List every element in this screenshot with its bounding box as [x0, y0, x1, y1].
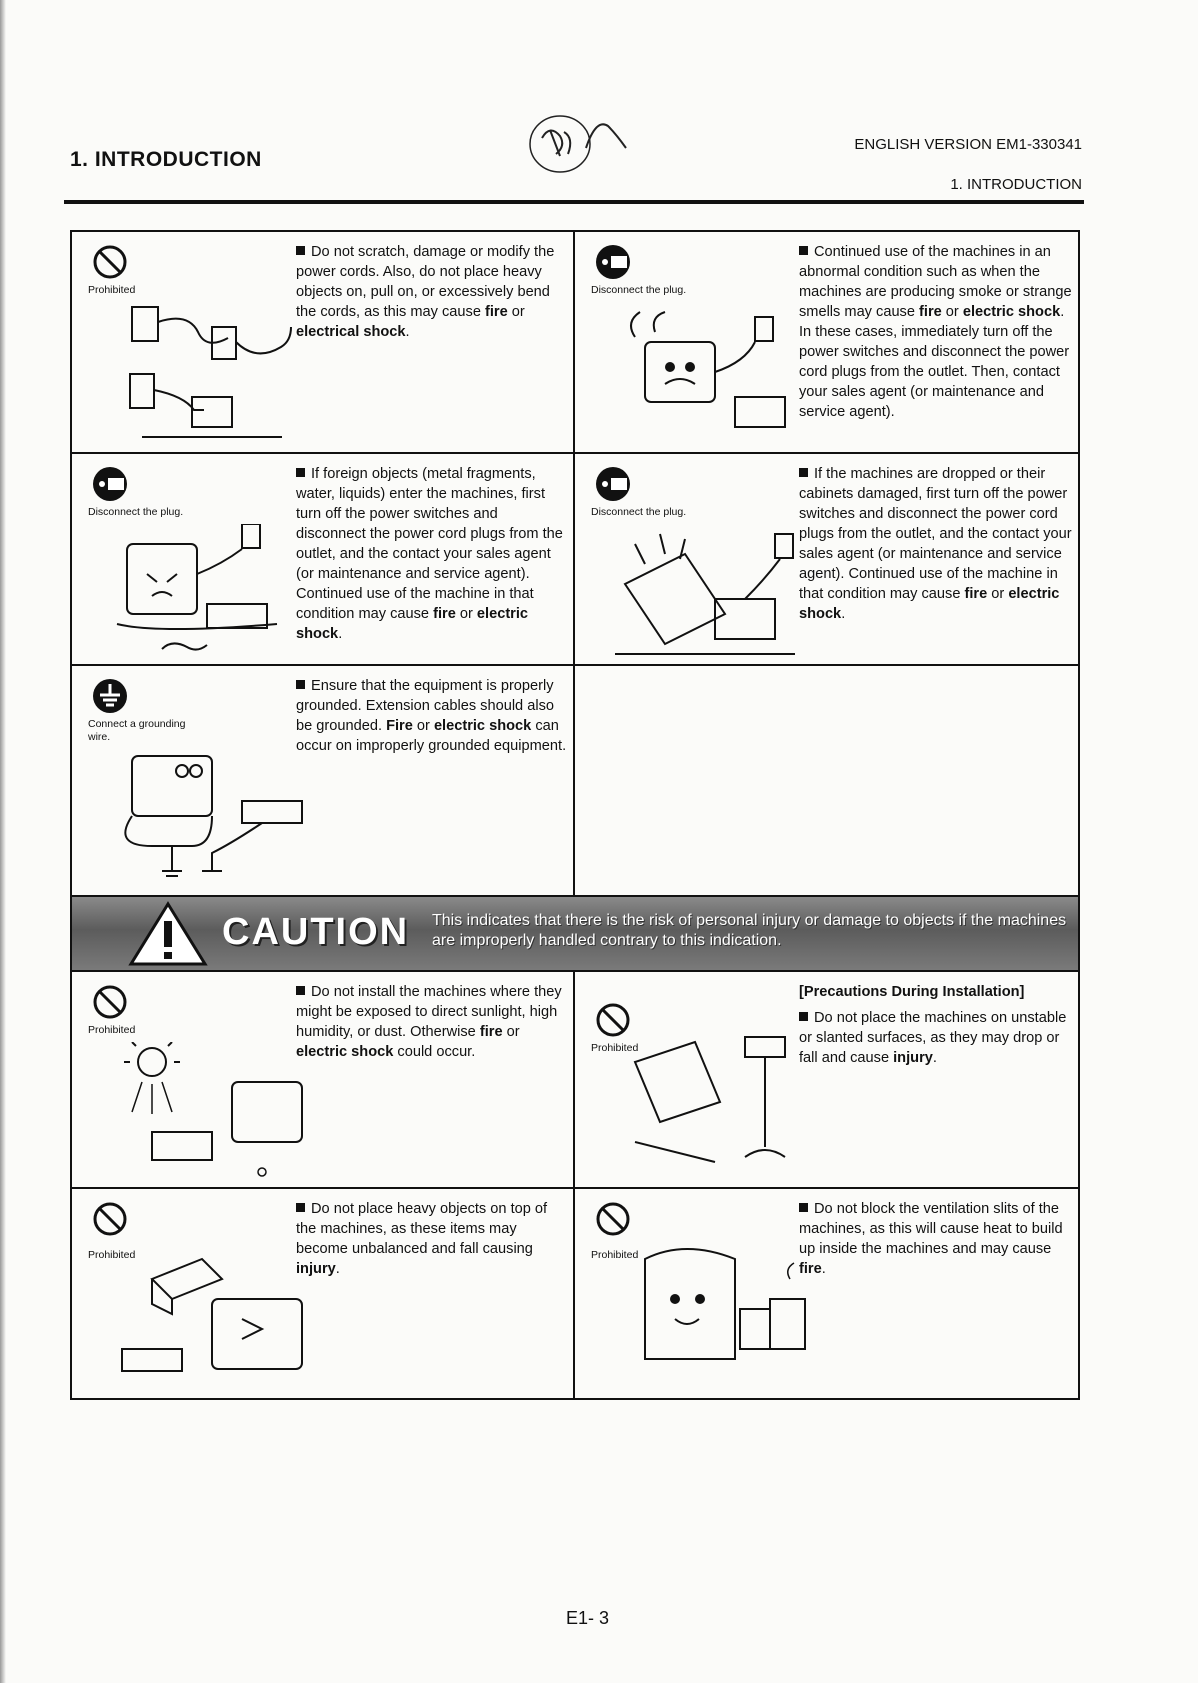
- symbol-label: Disconnect the plug.: [591, 284, 687, 296]
- warning-cell: [72, 232, 575, 452]
- caution-description: This indicates that there is the risk of personal injury or damage to objects if the machines are improperly handled contrary to this indication.: [432, 912, 1067, 949]
- precautions-heading: [Precautions During Installation]: [799, 984, 1025, 1000]
- warning-cell: [575, 232, 1078, 452]
- sunlight-dust-illustration-icon: [112, 1042, 312, 1182]
- section-reference: 1. INTRODUCTION: [950, 176, 1082, 193]
- warning-row: [72, 454, 1078, 666]
- disconnect-plug-icon: [595, 244, 631, 280]
- warning-row: [72, 232, 1078, 454]
- wet-machine-illustration-icon: [112, 524, 312, 664]
- handwritten-stamp-icon: [520, 108, 640, 178]
- document-version: ENGLISH VERSION EM1-330341: [854, 136, 1082, 153]
- caution-heading: CAUTION: [222, 911, 410, 953]
- warning-text: If foreign objects (metal fragments, water, liquids) enter the machines, first turn off the power switches and disconnect the power cord plugs from the outlet, and the contact your sales agent (or maintenance and service agent). Continued use of the machine in that condition may cause fire or electric shock.: [296, 466, 563, 642]
- warning-row: [72, 666, 1078, 895]
- unstable-stand-illustration-icon: [615, 1032, 815, 1172]
- blocked-ventilation-illustration-icon: [615, 1239, 815, 1379]
- damaged-power-cord-illustration-icon: [112, 302, 312, 442]
- warning-text: Do not scratch, damage or modify the power cords. Also, do not place heavy objects on, pull on, or excessively bend the cords, as this may cause fire or electrical shock.: [296, 244, 555, 340]
- prohibited-icon: [595, 1201, 631, 1237]
- caution-box: [70, 970, 1080, 1400]
- symbol-label: Prohibited: [88, 284, 136, 296]
- caution-text: [Precautions During Installation] Do not place the machines on unstable or slanted surfaces, as they may drop or fall and cause injury.: [799, 984, 1067, 1066]
- smoking-machine-illustration-icon: [615, 302, 815, 442]
- caution-text: Do not block the ventilation slits of the machines, as this will cause heat to build up inside the machines and may cause fire.: [799, 1201, 1063, 1277]
- caution-cell: [72, 972, 575, 1187]
- prohibited-icon: [92, 1201, 128, 1237]
- caution-row: [72, 1189, 1078, 1398]
- symbol-label: Prohibited: [591, 1249, 639, 1261]
- scan-edge-shadow: [0, 0, 6, 1683]
- disconnect-plug-icon: [92, 466, 128, 502]
- warning-text: Continued use of the machines in an abnormal condition such as when the machines are producing smoke or strange smells may cause fire or electric shock. In these cases, immediately turn off the power switches and disconnect the power cord plugs from the outlet. Then, contact your sales agent (or maintenance and service agent).: [799, 244, 1072, 420]
- symbol-label: Prohibited: [88, 1024, 136, 1036]
- warning-cell: [72, 454, 575, 664]
- warning-triangle-icon: [128, 901, 208, 967]
- symbol-label: Disconnect the plug.: [591, 506, 687, 518]
- page-title: 1. INTRODUCTION: [70, 148, 262, 171]
- page-number: E1- 3: [566, 1608, 610, 1628]
- caution-banner: [70, 897, 1080, 970]
- header-rule: [64, 200, 1084, 204]
- symbol-label: Prohibited: [591, 1042, 639, 1054]
- warning-cell: [72, 666, 575, 895]
- warning-text: Ensure that the equipment is properly grounded. Extension cables should also be grounded. Fire or electric shock can occur on improperly grounded equipment.: [296, 678, 567, 754]
- symbol-label: Disconnect the plug.: [88, 506, 184, 518]
- caution-text: Do not install the machines where they might be exposed to direct sunlight, high humidity, or dust. Otherwise fire or electric shock could occur.: [296, 984, 562, 1060]
- warning-box: [70, 230, 1080, 897]
- caution-cell: [72, 1189, 575, 1398]
- warning-cell: [575, 454, 1078, 664]
- caution-text: Do not place heavy objects on top of the machines, as these items may become unbalanced and fall causing injury.: [296, 1201, 548, 1277]
- prohibited-icon: [92, 984, 128, 1020]
- grounded-machine-illustration-icon: [112, 746, 312, 886]
- disconnect-plug-icon: [595, 466, 631, 502]
- heavy-objects-illustration-icon: [112, 1239, 312, 1379]
- caution-cell: [575, 1189, 1078, 1398]
- warning-text: If the machines are dropped or their cabinets damaged, first turn off the power switches and disconnect the power cord plugs from the outlet, and the contact your sales agent (or maintenance and service agent). Continued use of the machine in that condition may cause fire or electric shock.: [799, 466, 1072, 622]
- caution-cell: [575, 972, 1078, 1187]
- caution-row: [72, 972, 1078, 1189]
- dropped-machine-illustration-icon: [615, 524, 815, 664]
- ground-icon: [92, 678, 128, 714]
- symbol-label: Connect a grounding wire.: [88, 718, 186, 743]
- empty-cell: [575, 666, 1078, 895]
- prohibited-icon: [92, 244, 128, 280]
- symbol-label: Prohibited: [88, 1249, 136, 1261]
